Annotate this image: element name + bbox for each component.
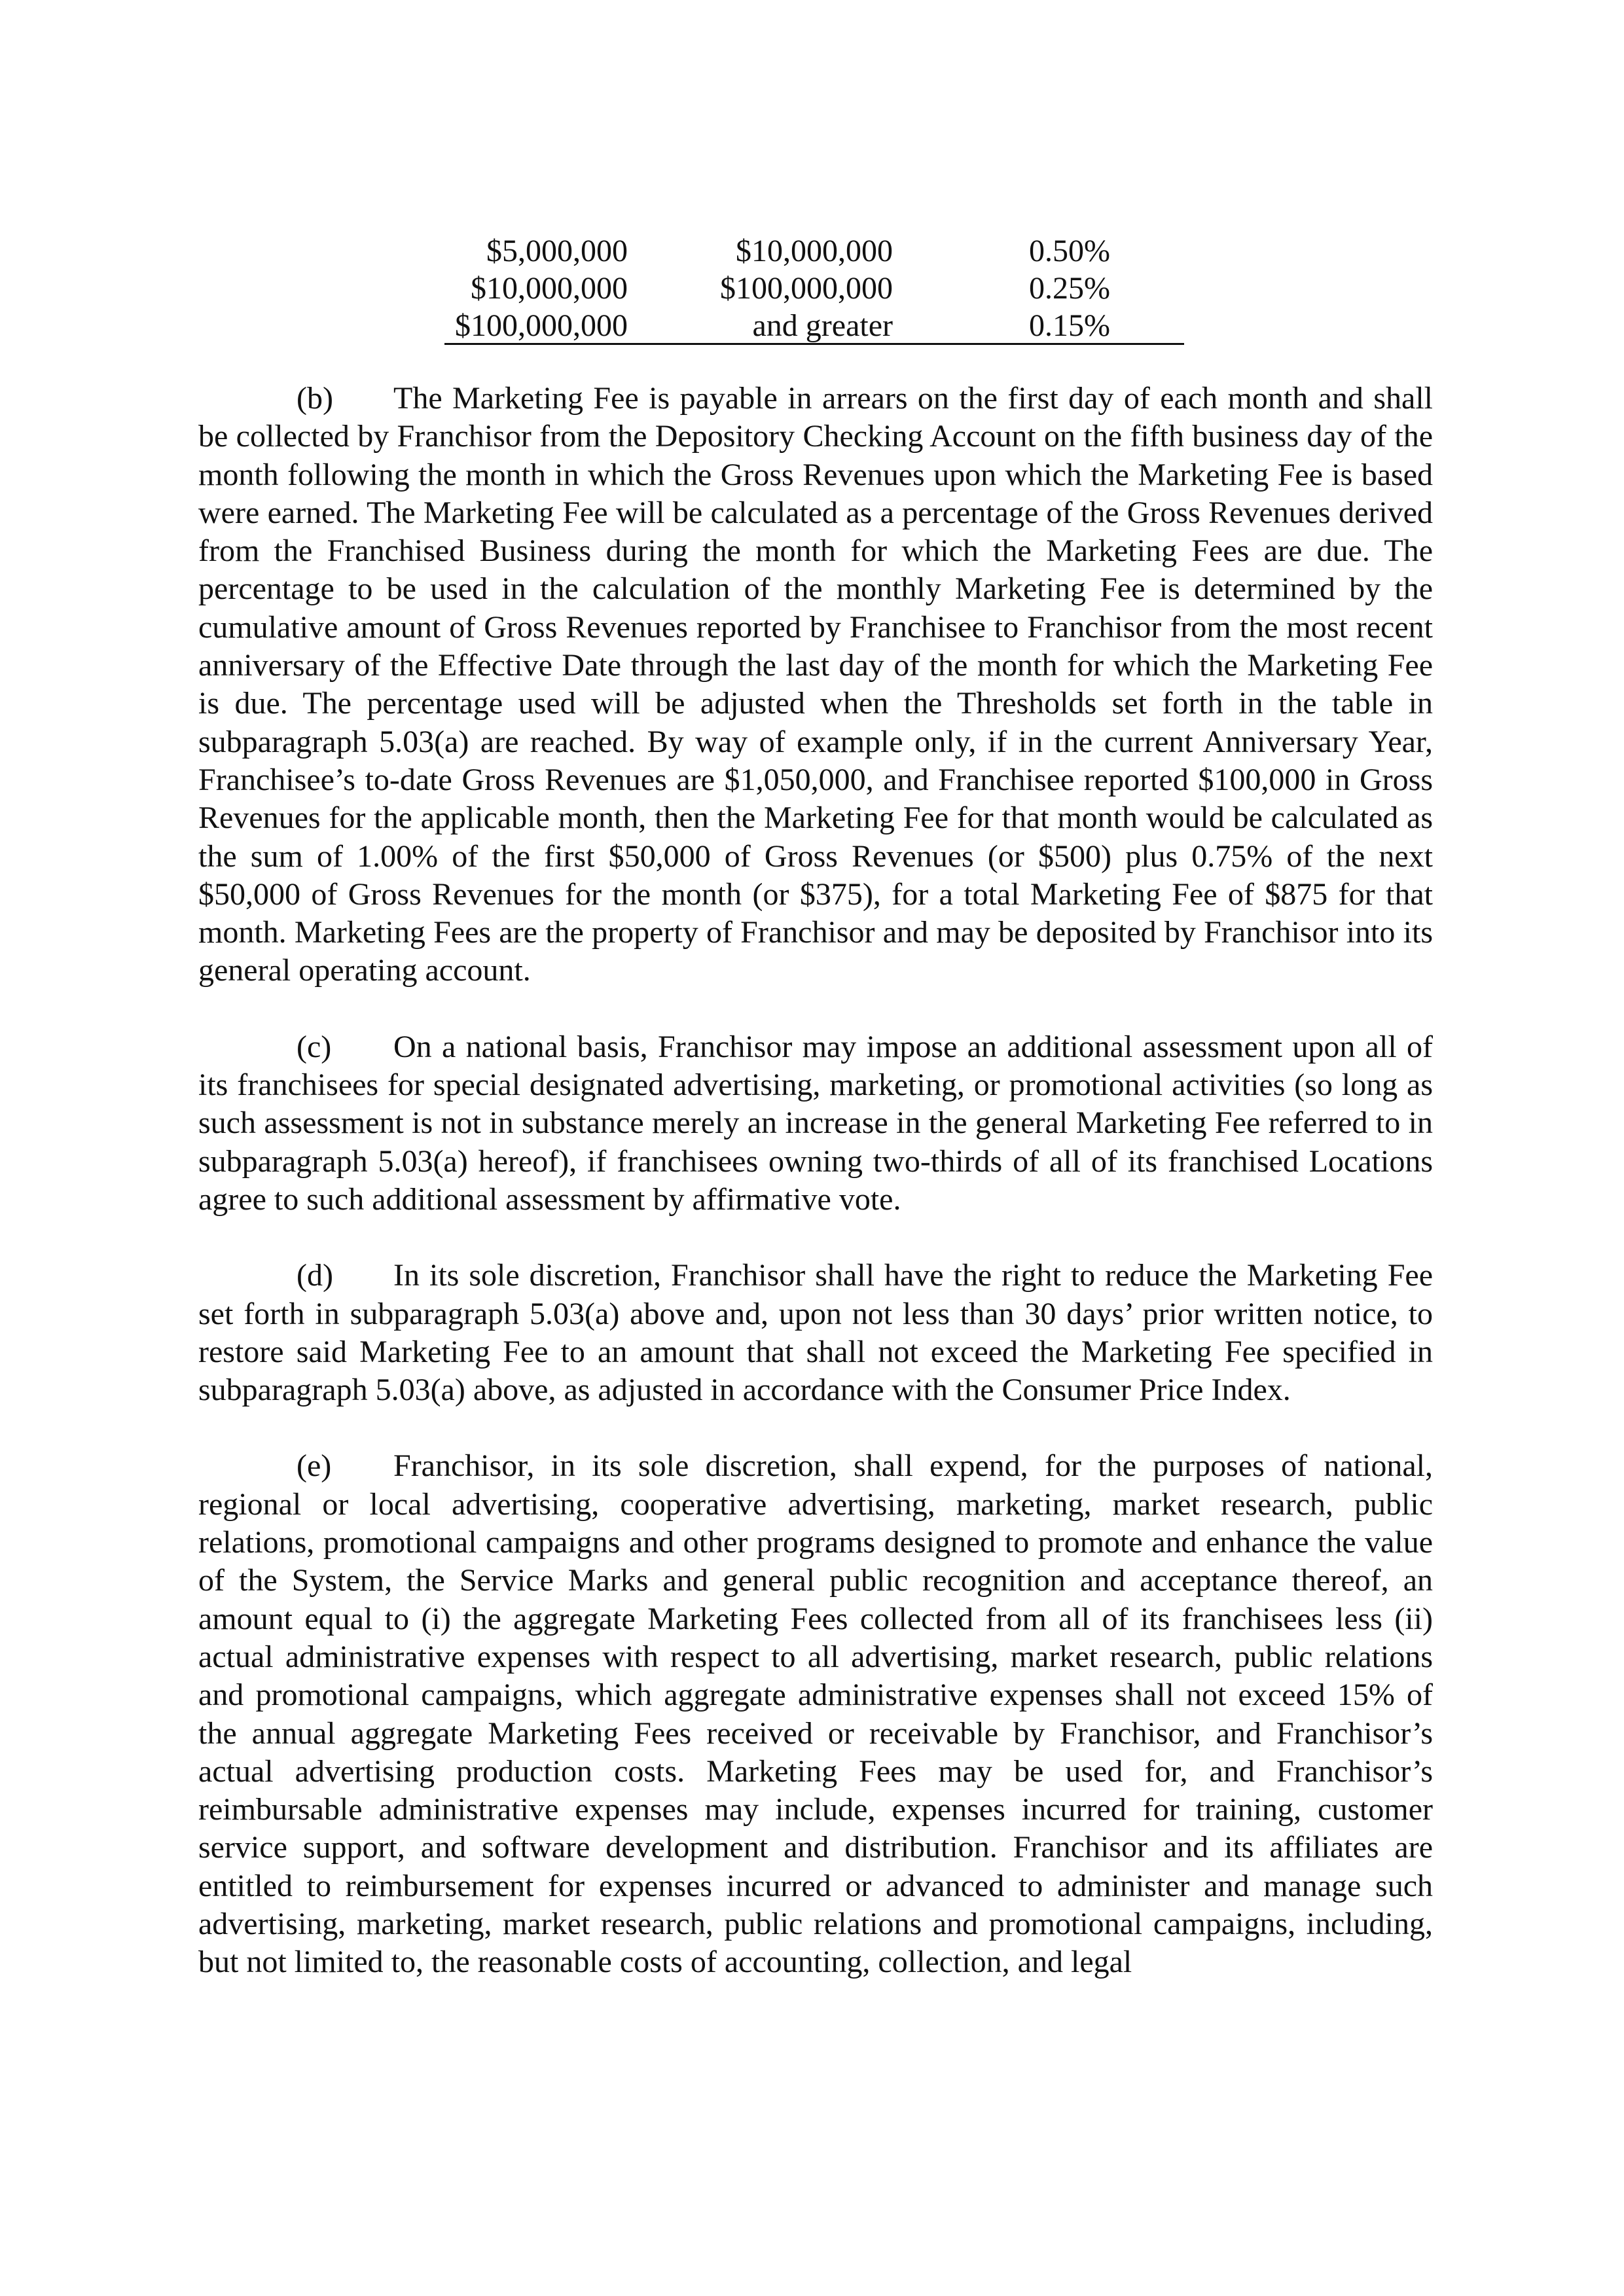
threshold-to: $100,000,000 xyxy=(720,271,893,306)
paragraph-marker: (e) xyxy=(297,1448,332,1484)
paragraph-text: In its sole discretion, Franchisor shall have the right to reduce the Marketing Fee set forth in subparagraph 5.03(a) above and, upon not less than 30 days’ prior written notice, to restore said Marketing Fee to an amount that shall not exceed the Marketing Fee specified in subparagraph 5.03(a) above, as adjusted in accordance with the Consumer Price Index. xyxy=(198,1258,1433,1408)
paragraph-d xyxy=(198,1257,1433,1409)
table-row xyxy=(444,232,1184,270)
table-row xyxy=(444,270,1184,307)
document-body xyxy=(198,380,1433,2020)
paragraph-marker: (d) xyxy=(297,1258,333,1293)
paragraph-b xyxy=(198,380,1433,990)
paragraph-text: On a national basis, Franchisor may impose an additional assessment upon all of its franchisees for special designated advertising, marketing, or promotional activities (so long as such assessment is not in substance merely an increase in the general Marketing Fee referred to in subparagraph 5.03(a) hereof), if franchisees owning two-thirds of all of its franchised Locations agree to such additional assessment by affirmative vote. xyxy=(198,1029,1433,1217)
fee-rate: 0.50% xyxy=(1029,234,1110,268)
threshold-from: $10,000,000 xyxy=(471,271,628,306)
table-bottom-rule xyxy=(444,343,1184,345)
paragraph-text: The Marketing Fee is payable in arrears on the first day of each month and shall be collected by Franchisor from the Depository Checking Account on the fifth business day of the month following the month in which the Gross Revenues upon which the Marketing Fee is based were earned. The Marketing Fee will be calculated as a percentage of the Gross Revenues derived from the Franchised Business during the month for which the Marketing Fees are due. The percentage to be used in the calculation of the monthly Marketing Fee is determined by the cumulative amount of Gross Revenues reported by Franchisee to Franchisor from the most recent anniversary of the Effective Date through the last day of the month for which the Marketing Fee is due. The percentage used will be adjusted when the Thresholds set forth in the table in subparagraph 5.03(a) are reached. By way of example only, if in the current Anniversary Year, Franchisee’s to-date Gross Revenues are $1,050,000, and Franchisee reported $100,000 in Gross Revenues for the applicable month, then the Marketing Fee for that month would be calculated as the sum of 1.00% of the first $50,000 of Gross Revenues (or $500) plus 0.75% of the next $50,000 of Gross Revenues for the month (or $375), for a total Marketing Fee of $875 for that month. Marketing Fees are the property of Franchisor and may be deposited by Franchisor into its general operating account. xyxy=(198,381,1433,988)
fee-rate: 0.25% xyxy=(1029,271,1110,306)
paragraph-marker: (c) xyxy=(297,1029,332,1064)
paragraph-e xyxy=(198,1447,1433,1981)
threshold-from: $100,000,000 xyxy=(455,308,628,343)
paragraph-text: Franchisor, in its sole discretion, shall expend, for the purposes of national, regional or local advertising, cooperative advertising, marketing, market research, public relations, promotional campaigns and other programs designed to promote and enhance the value of the System, the Service Marks and general public recognition and acceptance thereof, an amount equal to (i) the aggregate Marketing Fees collected from all of its franchisees less (ii) actual administrative expenses with respect to all advertising, market research, public relations and promotional campaigns, which aggregate administrative expenses shall not exceed 15% of the annual aggregate Marketing Fees received or receivable by Franchisor, and Franchisor’s actual advertising production costs. Marketing Fees may be used for, and Franchisor’s reimbursable administrative expenses may include, expenses incurred for training, customer service support, and software development and distribution. Franchisor and its affiliates are entitled to reimbursement for expenses incurred or advanced to administer and manage such advertising, marketing, market research, public relations and promotional campaigns, including, but not limited to, the reasonable costs of accounting, collection, and legal xyxy=(198,1448,1433,1980)
threshold-to: $10,000,000 xyxy=(736,234,893,268)
threshold-from: $5,000,000 xyxy=(486,234,628,268)
fee-rate: 0.15% xyxy=(1029,308,1110,343)
threshold-to: and greater xyxy=(752,308,893,343)
table-row xyxy=(444,307,1184,344)
paragraph-marker: (b) xyxy=(297,381,333,416)
fee-threshold-table xyxy=(444,232,1184,344)
paragraph-c xyxy=(198,1028,1433,1219)
